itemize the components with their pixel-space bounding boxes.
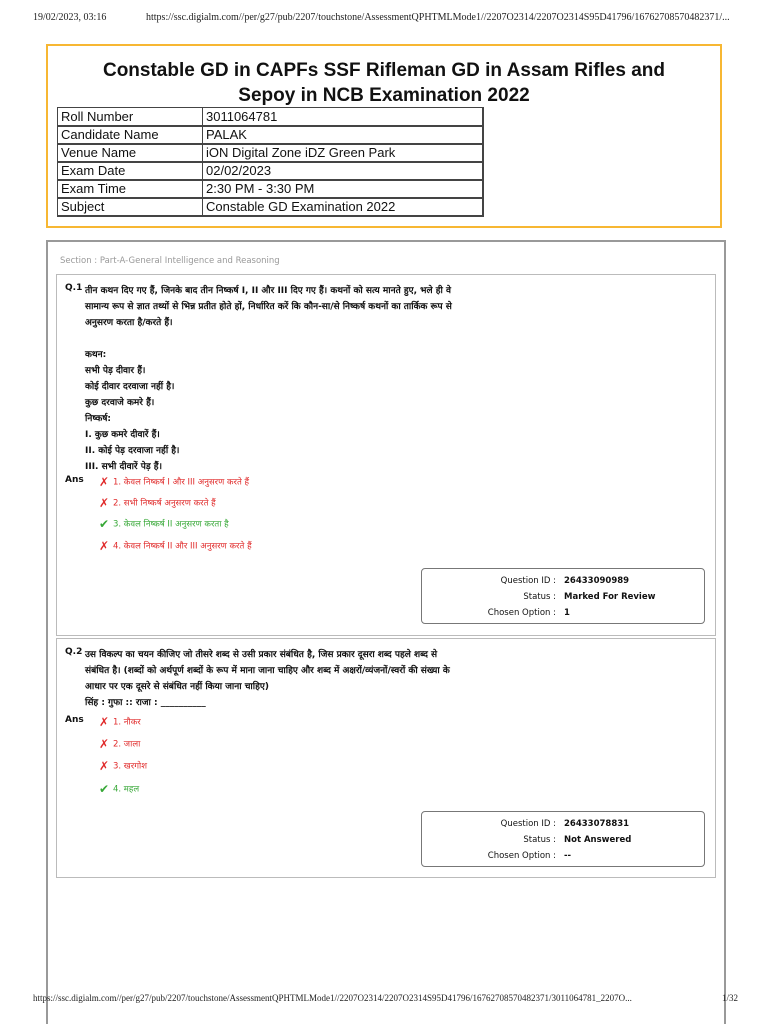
question-line: कुछ दरवाजे कमरे हैं। bbox=[85, 398, 155, 408]
info-row bbox=[58, 144, 483, 162]
candidate-info-table bbox=[57, 107, 483, 216]
status-label: Status : bbox=[523, 835, 556, 845]
info-key: Roll Number bbox=[58, 108, 203, 126]
exam-title bbox=[48, 58, 720, 108]
question-line: सिंह : गुफा :: राजा : __________ bbox=[85, 698, 206, 708]
option bbox=[99, 474, 249, 490]
question-card bbox=[56, 274, 716, 636]
question-id-value: 26433090989 bbox=[564, 576, 630, 586]
question-line: अनुसरण करता है/करते हैं। bbox=[85, 318, 173, 328]
question-id-label: Question ID : bbox=[500, 819, 556, 829]
option-text: 4. केवल निष्कर्ष II और III अनुसरण करते हैं bbox=[113, 541, 252, 552]
print-url: https://ssc.digialm.com//per/g27/pub/2207/touchstone/AssessmentQPHTMLMode1//2207O2314/2207O2314S95D41796/16762708570482371/... bbox=[146, 12, 730, 23]
chosen-option-label: Chosen Option : bbox=[487, 851, 556, 861]
print-footer-url: https://ssc.digialm.com//per/g27/pub/2207/touchstone/AssessmentQPHTMLMode1//2207O2314/2207O2314S95D41796/16762708570482371/3011064781_2207O... bbox=[33, 993, 632, 1003]
question-line: तीन कथन दिए गए हैं, जिनके बाद तीन निष्कर्ष I, II और III दिए गए हैं। कथनों को सत्य मानते हुए, भले ही वे bbox=[85, 286, 451, 296]
question-line: उस विकल्प का चयन कीजिए जो तीसरे शब्द से उसी प्रकार संबंधित है, जिस प्रकार दूसरा शब्द पहले शब्द से bbox=[85, 650, 438, 660]
info-key: Exam Time bbox=[58, 180, 203, 198]
question-id-row bbox=[422, 574, 704, 588]
answer-label: Ans bbox=[65, 475, 84, 485]
status-row bbox=[422, 833, 704, 847]
cross-icon: ✗ bbox=[99, 715, 110, 729]
option-text: 1. नौकर bbox=[113, 717, 141, 728]
option-text: 1. केवल निष्कर्ष I और III अनुसरण करते हैं bbox=[113, 477, 250, 488]
question-line: संबंधित है। (शब्दों को अर्थपूर्ण शब्दों के रूप में माना जाना चाहिए और शब्द में अक्षरों/व्यंजनों/स्वरों की संख्या के bbox=[85, 666, 450, 676]
cross-icon: ✗ bbox=[99, 737, 110, 751]
print-footer bbox=[33, 993, 738, 1007]
question-line: आधार पर एक दूसरे से संबंधित नहीं किया जाना चाहिए) bbox=[85, 682, 269, 692]
cross-icon: ✗ bbox=[99, 539, 110, 553]
chosen-option-label: Chosen Option : bbox=[487, 608, 556, 618]
check-icon: ✔ bbox=[99, 782, 110, 796]
page-number: 1/32 bbox=[721, 993, 738, 1003]
info-row bbox=[58, 108, 483, 126]
question-number: Q.1 bbox=[65, 283, 83, 293]
status-value: Marked For Review bbox=[564, 592, 656, 602]
info-row bbox=[58, 162, 483, 180]
info-value: Constable GD Examination 2022 bbox=[203, 198, 483, 216]
status-label: Status : bbox=[523, 592, 556, 602]
cross-icon: ✗ bbox=[99, 496, 110, 510]
question-text bbox=[85, 283, 525, 475]
question-panel bbox=[46, 240, 726, 1024]
info-row bbox=[58, 180, 483, 198]
question-line: III. सभी दीवारें पेड़ हैं। bbox=[85, 462, 162, 472]
question-text bbox=[85, 647, 525, 711]
option bbox=[99, 538, 252, 554]
option bbox=[99, 781, 139, 797]
option-text: 3. खरगोश bbox=[113, 761, 148, 772]
question-line: कोई दीवार दरवाजा नहीं है। bbox=[85, 382, 175, 392]
info-key: Candidate Name bbox=[58, 126, 203, 144]
option bbox=[99, 516, 229, 532]
info-value: iON Digital Zone iDZ Green Park bbox=[203, 144, 483, 162]
info-value: PALAK bbox=[203, 126, 483, 144]
print-date: 19/02/2023, 03:16 bbox=[33, 12, 107, 23]
question-line: सभी पेड़ दीवार हैं। bbox=[85, 366, 146, 376]
option-text: 4. महल bbox=[113, 784, 140, 795]
chosen-option-row bbox=[422, 849, 704, 863]
option bbox=[99, 714, 141, 730]
exam-header bbox=[46, 44, 722, 228]
option bbox=[99, 736, 140, 752]
question-line: निष्कर्ष: bbox=[85, 414, 112, 424]
option-text: 3. केवल निष्कर्ष II अनुसरण करता है bbox=[113, 519, 229, 530]
info-value: 02/02/2023 bbox=[203, 162, 483, 180]
question-id-row bbox=[422, 817, 704, 831]
question-id-label: Question ID : bbox=[500, 576, 556, 586]
question-line: सामान्य रूप से ज्ञात तथ्यों से भिन्न प्रतीत होते हों, निर्धारित करें कि कौन-सा/से निष्कर्ष कथनों का तार्किक रूप से bbox=[85, 302, 452, 312]
chosen-option-value: 1 bbox=[564, 608, 570, 618]
answer-label: Ans bbox=[65, 715, 84, 725]
info-key: Exam Date bbox=[58, 162, 203, 180]
cross-icon: ✗ bbox=[99, 759, 110, 773]
question-card bbox=[56, 638, 716, 878]
question-line: II. कोई पेड़ दरवाजा नहीं है। bbox=[85, 446, 180, 456]
question-number: Q.2 bbox=[65, 647, 83, 657]
info-row bbox=[58, 198, 483, 216]
option bbox=[99, 758, 147, 774]
info-row bbox=[58, 126, 483, 144]
question-meta-box bbox=[421, 568, 705, 624]
info-key: Subject bbox=[58, 198, 203, 216]
status-value: Not Answered bbox=[564, 835, 632, 845]
exam-title-line-2: Sepoy in NCB Examination 2022 bbox=[238, 85, 530, 106]
check-icon: ✔ bbox=[99, 517, 110, 531]
exam-title-line-1: Constable GD in CAPFs SSF Rifleman GD in Assam Rifles and bbox=[102, 60, 665, 81]
question-line: कथन: bbox=[85, 350, 107, 360]
info-key: Venue Name bbox=[58, 144, 203, 162]
status-row bbox=[422, 590, 704, 604]
question-line: I. कुछ कमरे दीवारें हैं। bbox=[85, 430, 160, 440]
question-line bbox=[85, 331, 525, 347]
option-text: 2. सभी निष्कर्ष अनुसरण करते हैं bbox=[113, 498, 216, 509]
info-value: 2:30 PM - 3:30 PM bbox=[203, 180, 483, 198]
cross-icon: ✗ bbox=[99, 475, 110, 489]
print-header bbox=[33, 12, 738, 28]
chosen-option-row bbox=[422, 606, 704, 620]
section-label: Section : Part-A-General Intelligence and Reasoning bbox=[60, 256, 280, 266]
info-value: 3011064781 bbox=[203, 108, 483, 126]
chosen-option-value: -- bbox=[564, 851, 572, 861]
option bbox=[99, 495, 216, 511]
question-id-value: 26433078831 bbox=[564, 819, 630, 829]
option-text: 2. जाला bbox=[113, 739, 141, 750]
question-meta-box bbox=[421, 811, 705, 867]
